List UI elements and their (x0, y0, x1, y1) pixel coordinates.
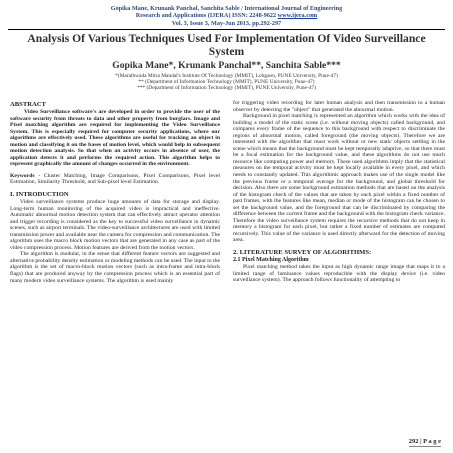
pixel-matching-subheading: 2.1 Pixel Matching Algorithm (233, 257, 309, 264)
paper-authors: Gopika Mane*, Krunank Panchal**, Sanchita Sable*** (112, 60, 341, 71)
journal-header-line-2 (0, 12, 453, 19)
right-column (233, 100, 445, 284)
body-paragraph-3: Pixel matching method takes the input as high dynamic range image that maps it to a limited range of luminance values reproducible with the display device (i.e. video surveillance system). The approach follows functionality of attempting to (233, 264, 445, 284)
abstract-text: Video Surveillance software's are developed in order to provide the user of the software security from threats to data and other property from burglars. Image and Pixel matching algorithm are required for implementing the Video Surveillance System. This is especially required for computer security applications, where our algorithms are effectively used. These algorithms are useful for tracking an object in motion and classifying it on the bases of motion level, which would help in subsequent motion detection analysis. So that when an activity occurs in absence of user, the application detects it and performs the required action. This algorithm helps to represent graphically the amount of changes occurred in the environment. (10, 109, 220, 168)
journal-header-line-3: Vol. 3, Issue 3, May-Jun 2013, pp.292-297 (171, 19, 282, 27)
author-affiliations (10, 73, 443, 92)
keywords-text: - Cluster Matching, Image Comparisons, Pixel Comparisons, Pixel level Estimation, Similarity Threshold, and Sub-pixel level Estimation. (10, 172, 220, 186)
introduction-paragraph-1: Video surveillance systems produce huge amounts of data for storage and display. Long-term human monitoring of the acquired video is impractical and ineffective. Automatic abnormal motion detection system that can effectively attract operator attention and trigger recording is considered as the key to successful video surveillance in dynamic scenes, such as airport terminals. The video-surveillance architectures are used with limited transmission power and available near the camera for compression and communication. The algorithm uses the macro block motion vectors that are generated in any case as part of the video compression process. Motion features are derived from the motion vectors. (10, 199, 220, 251)
left-column (10, 101, 220, 284)
introduction-paragraph-2: The algorithm is modular, in the sense that different feature vectors are suggested and alternative probability density estimation or modeling methods can be used. The input to the algorithm is the set of macro-block motion vectors (such as intra-frame and intra-block flags) that are produced anyway by the compression process which is an essential part of many modern video surveillance systems. The algorithm is used mainly (10, 251, 220, 284)
body-paragraph-2: Background in pixel matching is represented an algorithm which works with the idea of building a model of the static scene (i.e. without moving objects) called background, and compares every frame of the sequence to this background with respect to discriminate the regions of abnormal motion, called foreground (the moving objects). Therefore we are interested with the algorithm that must work without or new static objects settling in the scene which means that the background must be kept temporally adaptive, so that there must be a focal estimation for the background value, and these algorithms do not use much resource like computing power and memory. These used algorithms imply that the statistical measures on the temporal activity must be kept locally available in every pixel, and which needs to constantly updated. This algorithmic approach makes use of the single model like the previous frame or a temporal average for the background, and global threshold for decision. Also there are some background estimation methods that are based on the analysis of the histogram check of the values that are taken by each pixel within a fixed number of past frames, with the features like mean, median or mode of the histogram can be chosen to set the background value, and the foreground that can be discriminated by comparing the difference between the current frame and the background with the histogram check variance. Therefore the video surveillance system requires the recursive methods that do not keep in memory a histogram for each pixel, but rather a fixed number of estimates are computed recursively. This value of the variance is used directly afterward for the detection of moving area. (233, 113, 445, 244)
journal-issn: Research and Applications (IJERA) ISSN: 2248-9622 (135, 12, 277, 20)
keywords (10, 173, 220, 186)
literature-survey-heading: 2. LITERATURE SURVEY OF ALGORITHMS: (233, 249, 372, 257)
introduction-heading: I. INTRODUCTION (10, 191, 69, 199)
journal-url-link[interactable]: www.ijera.com (277, 12, 318, 20)
affiliation-line: *** (Department of Information Technology (MMIT), PUNE University, Pune-47) (137, 85, 316, 92)
body-paragraph-1: for triggering video recording for later human analysis and then transmission to a human observer by detecting the "object" that generated the abnormal motion. (233, 100, 445, 113)
paper-title: Analysis Of Various Techniques Used For Implementation Of Video Surveillance System (27, 32, 426, 58)
journal-header-line-1: Gopika Mane, Krunank Panchal, Sanchita Sable / International Journal of Engineering (110, 5, 343, 12)
page-number: 292 | P a g e (408, 438, 441, 445)
journal-header (0, 0, 453, 28)
keywords-label: Keywords (10, 172, 35, 179)
affiliation-line: *(Marathwada Mitra Mandal's Institute Of Technology (MMIT), Lohgaon, PUNE University, Pune-47) (115, 73, 338, 79)
abstract-heading: ABSTRACT (10, 101, 46, 108)
header-divider (8, 29, 445, 30)
affiliation-line: ** (Department of Information Technology (MMIT), PUNE University, Pune-47) (138, 79, 315, 86)
